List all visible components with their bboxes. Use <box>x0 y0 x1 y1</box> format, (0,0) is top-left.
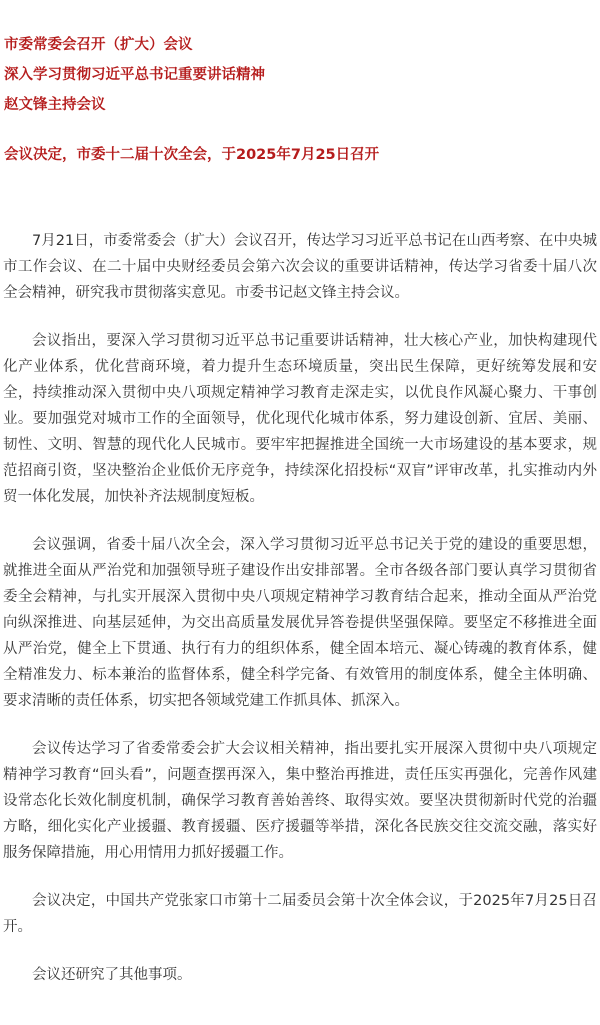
headline-subtitle: 深入学习贯彻习近平总书记重要讲话精神 <box>4 67 265 83</box>
headline-title: 市委常委会召开（扩大）会议 <box>4 37 193 53</box>
paragraph-other-matters: 会议还研究了其他事项。 <box>32 967 192 983</box>
paragraph-provincial-spirit: 会议传达学习了省委常委会扩大会议相关精神，指出要扎实开展深入贯彻中央八项规定精神学习教育“回头看”，问题查摆再深入，集中整治再推进，责任压实再强化，完善作风建设常态化长效化制度机制，确保学习教育善始善终、取得实效。要坚决贯彻新时代党的治疆方略，细化实化产业援疆、教育援疆、医疗援疆等举措，深化各民族交往交流交融，落实好服务保障措施，用心用情用力抓好援疆工作。 <box>3 741 597 861</box>
headline-host: 赵文锋主持会议 <box>4 97 106 113</box>
paragraph-meeting-emphasis: 会议强调，省委十届八次全会，深入学习贯彻习近平总书记关于党的建设的重要思想，就推进全面从严治党和加强领导班子建设作出安排部署。全市各级各部门要认真学习贯彻省委全会精神，与扎实开展深入贯彻中央八项规定精神学习教育结合起来，推动全面从严治党向纵深推进、向基层延伸，为交出高质量发展优异答卷提供坚强保障。要坚定不移推进全面从严治党，健全上下贯通、执行有力的组织体系，健全固本培元、凝心铸魂的教育体系，健全精准发力、标本兼治的监督体系，健全科学完备、有效管用的制度体系，健全主体明确、要求清晰的责任体系，切实把各领域党建工作抓具体、抓深入。 <box>3 537 597 709</box>
headline-block <box>4 30 596 170</box>
article-body <box>3 228 597 1010</box>
paragraph-meeting-points: 会议指出，要深入学习贯彻习近平总书记重要讲话精神，壮大核心产业，加快构建现代化产业体系，优化营商环境，着力提升生态环境质量，突出民生保障，更好统筹发展和安全，持续推动深入贯彻中央八项规定精神学习教育走深走实，以优良作风凝心聚力、干事创业。要加强党对城市工作的全面领导，优化现代化城市体系，努力建设创新、宜居、美丽、韧性、文明、智慧的现代化人民城市。要牢牢把握推进全国统一大市场建设的基本要求，规范招商引资，坚决整治企业低价无序竞争，持续深化招投标“双盲”评审改革，扎实推动内外贸一体化发展，加快补齐法规制度短板。 <box>3 333 597 505</box>
headline-decision: 会议决定，市委十二届十次全会，于2025年7月25日召开 <box>4 147 380 163</box>
paragraph-intro: 7月21日，市委常委会（扩大）会议召开，传达学习习近平总书记在山西考察、在中央城市工作会议、在二十届中央财经委员会第六次会议的重要讲话精神，传达学习省委十届八次全会精神，研究我市贯彻落实意见。市委书记赵文锋主持会议。 <box>3 233 597 301</box>
paragraph-decision: 会议决定，中国共产党张家口市第十二届委员会第十次全体会议，于2025年7月25日召开。 <box>3 893 597 935</box>
